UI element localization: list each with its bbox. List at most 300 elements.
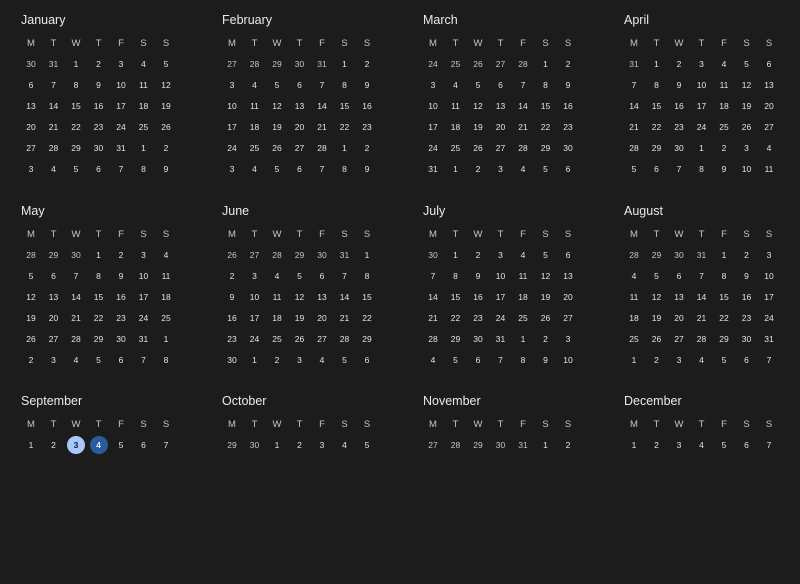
day-cell[interactable]: 3 [319,440,325,450]
day-cell[interactable]: 5 [744,59,749,69]
day-cell[interactable]: 3 [141,250,146,260]
month-title[interactable]: January [21,13,66,27]
day-cell[interactable]: 1 [274,440,280,450]
day-cell[interactable]: 10 [696,80,707,90]
day-cell[interactable]: 11 [451,101,460,111]
day-cell[interactable]: 24 [227,143,237,153]
day-cell[interactable]: 12 [473,101,483,111]
day-cell[interactable]: 31 [339,250,350,260]
day-cell[interactable]: 6 [744,440,749,450]
day-cell[interactable]: 31 [428,164,438,174]
day-cell[interactable]: 30 [473,334,483,344]
day-cell[interactable]: 11 [250,101,259,111]
day-cell[interactable]: 5 [543,164,548,174]
day-cell[interactable]: 19 [26,313,36,323]
day-cell[interactable]: 13 [674,292,684,302]
day-cell[interactable]: 9 [364,164,370,174]
day-cell[interactable]: 30 [294,59,305,69]
day-cell[interactable]: 14 [48,101,59,111]
day-cell[interactable]: 2 [51,440,56,450]
day-cell[interactable]: 12 [272,101,282,111]
day-cell[interactable]: 11 [764,164,774,174]
day-cell[interactable]: 28 [272,250,282,260]
day-cell[interactable]: 10 [563,355,573,365]
day-cell[interactable]: 27 [563,313,573,323]
day-cell[interactable]: 28 [428,334,438,344]
day-cell[interactable]: 1 [252,355,257,365]
day-cell[interactable]: 2 [565,59,571,69]
day-cell[interactable]: 30 [227,355,237,365]
day-cell[interactable]: 2 [229,271,235,281]
day-cell[interactable]: 4 [51,164,56,174]
day-cell[interactable]: 11 [272,292,282,302]
day-cell[interactable]: 1 [453,250,458,260]
day-cell[interactable]: 24 [495,313,506,323]
day-cell[interactable]: 9 [475,271,481,281]
day-cell[interactable]: 7 [520,80,526,90]
day-cell[interactable]: 29 [294,250,305,260]
day-cell[interactable]: 1 [453,164,458,174]
day-cell[interactable]: 20 [495,122,506,132]
day-cell[interactable]: 3 [229,80,235,90]
day-cell[interactable]: 3 [676,440,682,450]
day-cell[interactable]: 22 [651,122,662,132]
day-cell[interactable]: 5 [96,355,101,365]
day-cell[interactable]: 27 [674,334,684,344]
day-cell[interactable]: 14 [518,101,528,111]
day-cell[interactable]: 4 [631,271,637,281]
day-cell[interactable]: 4 [430,355,436,365]
day-cell[interactable]: 25 [450,143,461,153]
day-cell[interactable]: 24 [116,122,126,132]
day-cell[interactable]: 8 [73,80,79,90]
day-cell[interactable]: 27 [294,143,305,153]
day-cell[interactable]: 30 [116,334,126,344]
day-cell[interactable]: 28 [518,59,528,69]
day-cell[interactable]: 3 [498,164,503,174]
day-cell[interactable]: 9 [721,164,727,174]
day-cell[interactable]: 11 [719,80,729,90]
day-cell[interactable]: 29 [362,334,372,344]
day-cell[interactable]: 28 [48,143,59,153]
day-cell[interactable]: 13 [563,271,573,281]
day-cell[interactable]: 27 [428,440,438,450]
day-cell[interactable]: 16 [563,101,573,111]
day-cell[interactable]: 10 [227,101,237,111]
day-cell[interactable]: 8 [654,80,659,90]
day-cell[interactable]: 13 [495,101,506,111]
day-cell[interactable]: 9 [118,271,124,281]
day-cell[interactable]: 30 [674,143,684,153]
day-cell[interactable]: 30 [495,440,506,450]
month-title[interactable]: October [222,394,267,408]
day-cell[interactable]: 29 [48,250,59,260]
day-cell[interactable]: 20 [294,122,305,132]
day-cell[interactable]: 13 [48,292,59,302]
day-cell[interactable]: 21 [48,122,59,132]
day-cell[interactable]: 25 [272,334,282,344]
day-cell[interactable]: 26 [272,143,282,153]
day-cell[interactable]: 26 [294,334,305,344]
day-cell[interactable]: 5 [631,164,637,174]
day-cell[interactable]: 27 [317,334,327,344]
day-cell[interactable]: 4 [141,59,146,69]
day-cell[interactable]: 21 [71,313,81,323]
day-cell[interactable]: 27 [227,59,237,69]
day-cell[interactable]: 16 [116,292,126,302]
day-cell[interactable]: 6 [28,80,34,90]
day-cell[interactable]: 6 [96,164,101,174]
day-cell[interactable]: 22 [540,122,551,132]
day-cell[interactable]: 17 [764,292,774,302]
day-cell[interactable]: 30 [71,250,81,260]
day-cell[interactable]: 29 [651,143,662,153]
day-cell[interactable]: 4 [453,80,458,90]
day-cell[interactable]: 4 [766,143,772,153]
day-cell[interactable]: 2 [654,355,659,365]
day-cell[interactable]: 21 [696,313,707,323]
day-cell[interactable]: 28 [71,334,81,344]
day-cell[interactable]: 13 [764,80,774,90]
day-cell[interactable]: 15 [339,101,350,111]
day-cell[interactable]: 20 [764,101,774,111]
day-cell[interactable]: 6 [565,250,571,260]
day-cell[interactable]: 8 [96,271,101,281]
day-cell[interactable]: 18 [518,292,528,302]
day-cell[interactable]: 3 [676,355,682,365]
day-cell[interactable]: 4 [73,355,79,365]
day-cell[interactable]: 4 [699,440,704,450]
day-cell[interactable]: 21 [317,122,327,132]
day-cell[interactable]: 5 [274,164,280,174]
day-cell[interactable]: 16 [227,313,237,323]
day-cell[interactable]: 15 [71,101,81,111]
day-cell[interactable]: 22 [71,122,81,132]
day-cell[interactable]: 31 [696,250,707,260]
day-cell[interactable]: 8 [342,80,347,90]
day-cell[interactable]: 24 [696,122,707,132]
day-cell[interactable]: 4 [699,355,704,365]
day-cell[interactable]: 30 [317,250,327,260]
day-cell[interactable]: 8 [543,80,548,90]
day-cell[interactable]: 8 [453,271,458,281]
day-cell[interactable]: 29 [651,250,662,260]
day-cell[interactable]: 19 [161,101,171,111]
day-cell[interactable]: 8 [163,355,169,365]
day-cell[interactable]: 12 [741,80,752,90]
day-cell[interactable]: 1 [96,250,101,260]
day-cell[interactable]: 21 [428,313,438,323]
day-cell[interactable]: 24 [428,143,438,153]
day-cell[interactable]: 14 [317,101,327,111]
day-cell[interactable]: 1 [28,440,34,450]
day-cell[interactable]: 7 [319,164,325,174]
day-cell[interactable]: 10 [764,271,774,281]
day-cell[interactable]: 2 [118,250,124,260]
day-cell[interactable]: 27 [249,250,260,260]
day-cell[interactable]: 26 [26,334,36,344]
day-cell[interactable]: 16 [674,101,684,111]
day-cell[interactable]: 1 [699,143,704,153]
day-cell[interactable]: 9 [163,164,169,174]
day-cell[interactable]: 28 [317,143,327,153]
day-cell[interactable]: 3 [118,59,124,69]
day-cell[interactable]: 1 [631,440,637,450]
day-cell[interactable]: 4 [252,80,257,90]
day-cell[interactable]: 6 [676,271,682,281]
day-cell[interactable]: 9 [744,271,749,281]
day-cell[interactable]: 17 [249,313,260,323]
day-cell[interactable]: 7 [631,80,637,90]
day-cell[interactable]: 31 [317,59,327,69]
day-cell[interactable]: 25 [249,143,260,153]
day-cell[interactable]: 30 [428,250,438,260]
day-cell[interactable]: 7 [766,355,772,365]
day-cell[interactable]: 2 [654,440,659,450]
day-cell[interactable]: 3 [252,271,257,281]
day-cell[interactable]: 23 [674,122,684,132]
day-cell[interactable]: 3 [565,334,571,344]
day-cell[interactable]: 21 [518,122,528,132]
month-title[interactable]: April [624,13,650,27]
day-cell[interactable]: 5 [28,271,34,281]
day-cell[interactable]: 31 [629,59,639,69]
day-cell[interactable]: 8 [520,355,526,365]
day-cell[interactable]: 18 [272,313,282,323]
day-cell[interactable]: 10 [249,292,260,302]
day-cell[interactable]: 26 [741,122,752,132]
day-cell[interactable]: 2 [565,440,571,450]
day-cell[interactable]: 25 [719,122,729,132]
day-cell[interactable]: 16 [362,101,372,111]
day-cell[interactable]: 31 [518,440,528,450]
day-cell[interactable]: 5 [342,355,347,365]
day-cell[interactable]: 19 [540,292,551,302]
day-cell[interactable]: 4 [721,59,727,69]
day-cell[interactable]: 3 [229,164,235,174]
day-cell[interactable]: 10 [116,80,126,90]
month-title[interactable]: November [423,394,481,408]
day-cell[interactable]: 18 [719,101,729,111]
day-cell[interactable]: 25 [450,59,461,69]
day-cell[interactable]: 29 [540,143,551,153]
day-cell[interactable]: 29 [473,440,483,450]
day-cell[interactable]: 3 [297,355,302,365]
day-cell[interactable]: 17 [227,122,237,132]
day-cell[interactable]: 23 [362,122,372,132]
day-cell[interactable]: 7 [766,440,772,450]
day-cell[interactable]: 6 [766,59,772,69]
day-cell[interactable]: 10 [741,164,752,174]
day-cell[interactable]: 1 [631,355,637,365]
day-cell[interactable]: 30 [563,143,573,153]
day-cell[interactable]: 7 [699,271,704,281]
day-cell[interactable]: 5 [721,355,727,365]
day-cell[interactable]: 30 [26,59,36,69]
day-cell[interactable]: 19 [294,313,305,323]
day-cell[interactable]: 26 [473,59,483,69]
day-cell[interactable]: 9 [229,292,235,302]
day-cell[interactable]: 4 [274,271,280,281]
day-cell[interactable]: 27 [48,334,59,344]
day-cell[interactable]: 29 [71,143,81,153]
day-cell[interactable]: 4 [520,164,526,174]
day-cell[interactable]: 1 [342,143,347,153]
day-cell[interactable]: 26 [161,122,171,132]
day-cell[interactable]: 1 [654,59,659,69]
day-cell[interactable]: 28 [450,440,461,450]
day-cell[interactable]: 3 [744,143,749,153]
day-cell[interactable]: 3 [430,80,436,90]
day-cell[interactable]: 24 [249,334,260,344]
day-cell[interactable]: 22 [93,313,104,323]
day-cell[interactable]: 6 [565,164,571,174]
day-cell[interactable]: 5 [163,59,169,69]
day-cell[interactable]: 25 [138,122,149,132]
day-cell[interactable]: 14 [428,292,438,302]
day-cell[interactable]: 2 [475,164,481,174]
day-cell[interactable]: 10 [428,101,438,111]
day-cell[interactable]: 1 [342,59,347,69]
day-cell[interactable]: 23 [741,313,752,323]
day-cell[interactable]: 9 [676,80,682,90]
day-cell[interactable]: 27 [495,59,506,69]
day-cell[interactable]: 18 [629,313,639,323]
day-cell[interactable]: 20 [26,122,36,132]
day-cell[interactable]: 20 [563,292,573,302]
day-cell[interactable]: 5 [274,80,280,90]
day-cell[interactable]: 4 [252,164,257,174]
day-cell[interactable]: 5 [453,355,458,365]
day-cell[interactable]: 22 [450,313,461,323]
day-cell[interactable]: 2 [297,440,302,450]
day-cell[interactable]: 5 [475,80,481,90]
day-cell[interactable]: 19 [741,101,752,111]
day-cell[interactable]: 3 [51,355,56,365]
day-cell[interactable]: 30 [741,334,752,344]
day-cell[interactable]: 6 [319,271,325,281]
day-cell[interactable]: 5 [297,271,302,281]
day-cell[interactable]: 9 [565,80,571,90]
day-cell[interactable]: 5 [73,164,79,174]
day-cell[interactable]: 2 [744,250,749,260]
day-cell[interactable]: 15 [651,101,662,111]
day-cell[interactable]: 10 [138,271,149,281]
day-cell[interactable]: 18 [138,101,149,111]
day-cell[interactable]: 1 [543,59,548,69]
day-cell[interactable]: 26 [540,313,551,323]
day-cell[interactable]: 28 [339,334,350,344]
day-cell[interactable]: 1 [73,59,79,69]
day-cell[interactable]: 16 [473,292,483,302]
day-cell[interactable]: 1 [721,250,727,260]
day-cell[interactable]: 10 [495,271,506,281]
day-cell[interactable]: 1 [364,250,370,260]
day-cell[interactable]: 1 [163,334,169,344]
day-cell[interactable]: 4 [520,250,526,260]
day-cell[interactable]: 22 [362,313,372,323]
day-cell[interactable]: 12 [26,292,36,302]
day-cell[interactable]: 1 [543,440,548,450]
day-cell[interactable]: 13 [26,101,36,111]
day-cell[interactable]: 24 [428,59,438,69]
day-cell[interactable]: 2 [475,250,481,260]
selected-day[interactable]: 3 [67,436,85,454]
day-cell[interactable]: 25 [161,313,171,323]
day-cell[interactable]: 27 [495,143,506,153]
today-day[interactable]: 4 [90,436,108,454]
day-cell[interactable]: 23 [93,122,104,132]
day-cell[interactable]: 9 [96,80,101,90]
day-cell[interactable]: 11 [139,80,148,90]
day-cell[interactable]: 9 [543,355,548,365]
day-cell[interactable]: 6 [744,355,749,365]
day-cell[interactable]: 2 [721,143,727,153]
day-cell[interactable]: 6 [51,271,56,281]
day-cell[interactable]: 6 [498,80,503,90]
day-cell[interactable]: 7 [342,271,347,281]
day-cell[interactable]: 28 [518,143,528,153]
day-cell[interactable]: 19 [651,313,662,323]
day-cell[interactable]: 18 [450,122,461,132]
day-cell[interactable]: 21 [339,313,350,323]
day-cell[interactable]: 7 [141,355,146,365]
month-title[interactable]: July [423,204,446,218]
day-cell[interactable]: 27 [26,143,36,153]
day-cell[interactable]: 11 [629,292,639,302]
day-cell[interactable]: 15 [450,292,461,302]
day-cell[interactable]: 23 [563,122,573,132]
day-cell[interactable]: 12 [294,292,305,302]
day-cell[interactable]: 2 [163,143,169,153]
day-cell[interactable]: 16 [93,101,104,111]
month-title[interactable]: August [624,204,663,218]
day-cell[interactable]: 1 [520,334,526,344]
day-cell[interactable]: 19 [272,122,282,132]
day-cell[interactable]: 7 [51,80,56,90]
day-cell[interactable]: 14 [629,101,639,111]
day-cell[interactable]: 3 [699,59,704,69]
day-cell[interactable]: 31 [495,334,506,344]
day-cell[interactable]: 7 [676,164,682,174]
day-cell[interactable]: 14 [696,292,707,302]
month-title[interactable]: December [624,394,682,408]
day-cell[interactable]: 2 [543,334,548,344]
day-cell[interactable]: 3 [28,164,34,174]
day-cell[interactable]: 28 [629,250,639,260]
day-cell[interactable]: 2 [676,59,682,69]
day-cell[interactable]: 7 [319,80,325,90]
day-cell[interactable]: 12 [540,271,551,281]
day-cell[interactable]: 17 [138,292,149,302]
day-cell[interactable]: 20 [48,313,59,323]
day-cell[interactable]: 1 [141,143,146,153]
day-cell[interactable]: 15 [93,292,104,302]
day-cell[interactable]: 6 [118,355,124,365]
day-cell[interactable]: 17 [428,122,438,132]
day-cell[interactable]: 26 [651,334,662,344]
day-cell[interactable]: 28 [696,334,707,344]
day-cell[interactable]: 2 [364,143,370,153]
month-title[interactable]: February [222,13,273,27]
day-cell[interactable]: 23 [473,313,483,323]
day-cell[interactable]: 8 [342,164,347,174]
month-title[interactable]: May [21,204,45,218]
day-cell[interactable]: 19 [473,122,483,132]
day-cell[interactable]: 2 [364,59,370,69]
day-cell[interactable]: 6 [297,164,302,174]
day-cell[interactable]: 7 [498,355,503,365]
